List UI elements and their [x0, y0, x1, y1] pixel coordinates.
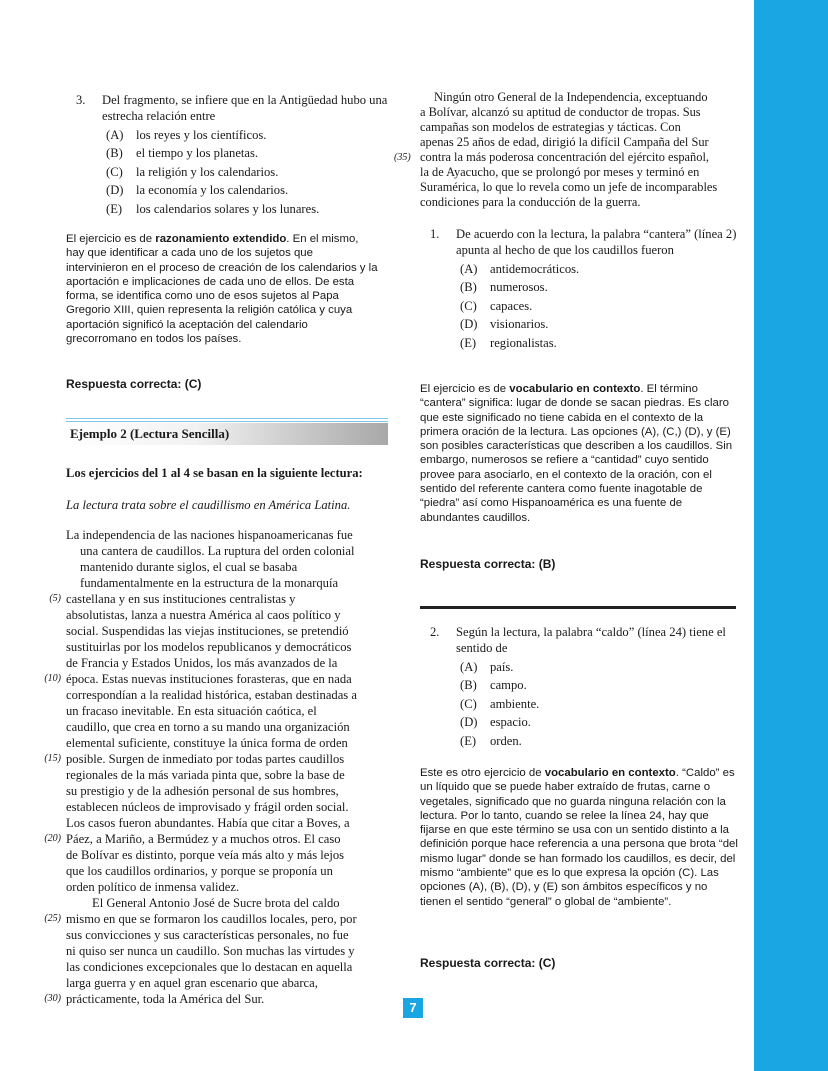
option-text: los reyes y los científicos. [136, 128, 267, 142]
question-stem: Del fragmento, se infiere que en la Antigüedad hubo una estrecha relación entre [102, 93, 388, 123]
option-item [460, 315, 738, 333]
passage-line [66, 895, 388, 911]
passage-line [66, 575, 388, 591]
passage-line [66, 543, 388, 559]
option-text: visionarios. [490, 317, 549, 332]
line-number: (10) [44, 673, 61, 684]
line-text: fundamentalmente en la estructura de la monarquía [80, 576, 339, 590]
line-text: de Francia y Estados Unidos, los más avanzados de la [66, 656, 338, 670]
explanation-text: Este es otro ejercicio de [420, 767, 545, 779]
line-text: mantenido durante siglos, el cual se basaba [80, 560, 298, 574]
option-text: antidemocráticos. [490, 262, 580, 276]
explanation-q2 [420, 766, 738, 909]
passage-line [66, 879, 388, 895]
option-letter: (B) [460, 280, 477, 295]
explanation-text: El ejercicio es de [66, 233, 156, 245]
line-text: posible. Surgen de inmediato por todas partes caudillos [66, 752, 345, 766]
option-item [106, 144, 388, 162]
passage-line [66, 527, 388, 543]
passage-line [66, 927, 388, 943]
answer-q3: Respuesta correcta: (C) [66, 377, 202, 391]
options-list [460, 658, 738, 750]
line-text: que los caudillos ordinarios, y porque se proponía un [66, 864, 333, 878]
question-3 [66, 92, 388, 218]
line-text: regionales de la más variada pinta que, sobre la base de [66, 768, 345, 782]
option-item [460, 278, 738, 296]
passage-line [66, 863, 388, 879]
line-text: contra la más poderosa concentración del ejército español, [420, 150, 709, 164]
option-text: país. [490, 660, 514, 674]
example-header: Ejemplo 2 (Lectura Sencilla) [66, 423, 388, 445]
option-letter: (A) [460, 660, 478, 674]
line-text: La independencia de las naciones hispanoamericanas fue [66, 528, 353, 542]
line-text: sus convicciones y sus características personales, no fue [66, 928, 349, 942]
option-item [106, 163, 388, 181]
explanation-keyword: vocabulario en contexto [509, 383, 641, 395]
passage-line [420, 195, 738, 210]
option-letter: (E) [460, 733, 477, 748]
explanation-text: . En el mismo, hay que identificar a cada uno de los sujetos que intervinieron en el proceso de creación de los calendarios y la aportación e implicaciones de cada uno de ellos. De esta forma, se identifica como uno de esos sujetos al Papa Gregorio XIII, quien representa la religión católica y cuya aportación significó la aceptación del calendario grecorromano en todos los países. [66, 233, 378, 346]
option-item [460, 658, 738, 676]
line-text: elemental suficiente, constituye la única forma de orden [66, 736, 348, 750]
option-letter: (A) [106, 128, 124, 142]
option-letter: (D) [460, 317, 478, 332]
line-text: condiciones para la conducción de la guerra. [420, 195, 641, 209]
explanation-keyword: vocabulario en contexto [544, 767, 676, 779]
passage-line [66, 783, 388, 799]
passage-line [66, 815, 388, 831]
question-2 [420, 624, 738, 750]
question-number: 3. [76, 93, 86, 107]
option-text: la religión y los calendarios. [136, 164, 279, 179]
option-text: ambiente. [490, 696, 540, 711]
line-number: (5) [49, 593, 61, 604]
line-text: social. Suspendidas las viejas instituciones, se pretendió [66, 624, 349, 638]
passage-line [66, 703, 388, 719]
line-text: castellana y en sus instituciones centralistas y [66, 592, 296, 606]
passage-line [44, 671, 388, 687]
line-number: (20) [44, 833, 61, 844]
option-item [460, 676, 738, 694]
passage-line [420, 120, 738, 135]
passage-line [420, 180, 738, 195]
option-letter: (D) [106, 183, 124, 198]
answer-q1: Respuesta correcta: (B) [420, 557, 556, 571]
passage-line [66, 623, 388, 639]
option-item [106, 200, 388, 218]
reading-passage-continued [394, 90, 738, 210]
reading-instruction: Los ejercicios del 1 al 4 se basan en la siguiente lectura: [66, 466, 363, 480]
question-stem: Según la lectura, la palabra “caldo” (línea 24) tiene el sentido de [456, 625, 726, 655]
line-text: establecen núcleos de improvisado y frágil orden social. [66, 800, 349, 814]
option-item [106, 181, 388, 199]
passage-line [44, 911, 388, 927]
option-item [460, 732, 738, 750]
option-text: los calendarios solares y los lunares. [136, 201, 320, 216]
passage-line [66, 719, 388, 735]
option-letter: (B) [460, 678, 477, 693]
line-text: sustituirlas por los modelos republicanos y democráticos [66, 640, 352, 654]
option-item [460, 713, 738, 731]
explanation-q3 [66, 232, 378, 346]
line-text: a Bolívar, alcanzó su aptitud de conductor de tropas. Sus [420, 105, 701, 119]
passage-line [66, 655, 388, 671]
option-text: el tiempo y los planetas. [136, 146, 259, 161]
line-text: apenas 25 años de edad, dirigió la difícil Campaña del Sur [420, 135, 709, 149]
option-text: regionalistas. [490, 335, 557, 350]
line-text: El General Antonio José de Sucre brota del caldo [92, 896, 340, 910]
option-item [460, 334, 738, 352]
divider [66, 418, 388, 419]
line-text: su prestigio y de la adhesión personal de sus hombres, [66, 784, 339, 798]
explanation-text: El ejercicio es de [420, 383, 510, 395]
option-text: espacio. [490, 715, 531, 730]
explanation-q1 [420, 382, 738, 525]
line-number: (15) [44, 753, 61, 764]
page-number: 7 [403, 998, 423, 1018]
reading-intro: La lectura trata sobre el caudillismo en América Latina. [66, 498, 351, 512]
passage-line [420, 90, 738, 105]
line-text: orden político de inmensa validez. [66, 880, 240, 894]
line-text: mismo en que se formaron los caudillos locales, pero, por [66, 912, 357, 926]
option-text: numerosos. [490, 280, 548, 295]
option-text: capaces. [490, 298, 533, 313]
line-text: época. Estas nuevas instituciones forasteras, que en nada [66, 672, 352, 686]
answer-q2: Respuesta correcta: (C) [420, 956, 556, 970]
line-text: campañas son modelos de estrategias y tácticas. Con [420, 120, 681, 134]
option-item [106, 126, 388, 144]
line-text: Suramérica, lo que lo revela como un jefe de incomparables [420, 180, 718, 194]
passage-line [66, 767, 388, 783]
option-letter: (E) [460, 335, 477, 350]
line-text: de Bolívar es distinto, porque veía más alto y más lejos [66, 848, 345, 862]
option-text: la economía y los calendarios. [136, 183, 289, 198]
passage-line [66, 559, 388, 575]
line-number: (35) [394, 152, 411, 163]
option-text: orden. [490, 733, 522, 748]
question-stem: De acuerdo con la lectura, la palabra “cantera” (línea 2) apunta al hecho de que los caudillos fueron [456, 227, 737, 257]
option-letter: (A) [460, 262, 478, 276]
explanation-keyword: razonamiento extendido [155, 233, 287, 245]
line-text: una cantera de caudillos. La ruptura del orden colonial [80, 544, 355, 558]
passage-line [44, 831, 388, 847]
passage-line [66, 735, 388, 751]
option-letter: (E) [106, 201, 123, 216]
passage-line [394, 150, 738, 165]
passage-line [66, 639, 388, 655]
option-letter: (C) [106, 164, 123, 179]
line-number: (25) [44, 913, 61, 924]
passage-line [44, 991, 388, 1007]
line-text: larga guerra y en aquel gran escenario que abarca, [66, 976, 318, 990]
passage-line [44, 751, 388, 767]
passage-line [420, 105, 738, 120]
line-text: Páez, a Mariño, a Bermúdez y a muchos otros. El caso [66, 832, 341, 846]
section-divider [420, 606, 736, 609]
options-list [460, 260, 738, 352]
option-item [460, 695, 738, 713]
divider [66, 421, 388, 422]
line-text: absolutistas, lanza a nuestra América al caos político y [66, 608, 341, 622]
passage-line [66, 959, 388, 975]
passage-line [66, 607, 388, 623]
passage-line [420, 165, 738, 180]
passage-line [66, 943, 388, 959]
passage-line [49, 591, 388, 607]
option-letter: (C) [460, 696, 477, 711]
reading-passage [44, 527, 388, 1007]
question-number: 2. [430, 625, 440, 639]
option-letter: (C) [460, 298, 477, 313]
options-list [106, 126, 388, 218]
passage-line [66, 799, 388, 815]
explanation-text: . “Caldo” es un líquido que se puede haber extraído de frutas, carne o vegetales, significado que no guarda ninguna relación con la lectura. Por lo tanto, cuando se relee la línea 24, hay que fijarse en que este término se usa con un sentido distinto a la definición porque hace referencia a una persona que brota “del mismo lugar” donde se han formado los caudillos, es decir, del mismo “ambiente” que es lo que expresa la opción (C). Las opciones (A), (B), (D), y (E) son ámbitos específicos y no tienen el sentido “general” o global de “ambiente”. [420, 767, 738, 908]
page-edge-bar [754, 0, 828, 1071]
option-item [460, 260, 738, 278]
line-text: Los casos fueron abundantes. Había que citar a Boves, a [66, 816, 350, 830]
passage-line [420, 135, 738, 150]
line-text: ni quiso ser nunca un caudillo. Son muchas las virtudes y [66, 944, 355, 958]
passage-line [66, 847, 388, 863]
line-text: prácticamente, toda la América del Sur. [66, 992, 265, 1006]
passage-line [66, 687, 388, 703]
option-text: campo. [490, 678, 527, 693]
line-text: caudillo, que crea en torno a su mando una organización [66, 720, 350, 734]
line-text: un fracaso inevitable. En esta situación caótica, el [66, 704, 317, 718]
line-text: Ningún otro General de la Independencia, exceptuando [434, 90, 708, 104]
line-text: la de Ayacucho, que se prolongó por meses y terminó en [420, 165, 700, 179]
explanation-text: . El término “cantera” significa: lugar de donde se sacan piedras. Es claro que este significado no tiene cabida en el contexto de la primera oración de la lectura. Las opciones (A), (C,) (D), y (E) son posibles características que describen a los caudillos. Sin embargo, numerosos se refiere a “cantidad” cuyo sentido provee para asociarlo, en el contexto de la oración, con el sentido del referente cantera como fuente inagotable de “piedra” así como Hispanoamérica es una fuente de abundantes caudillos. [420, 383, 733, 524]
line-number: (30) [44, 993, 61, 1004]
passage-line [66, 975, 388, 991]
option-letter: (B) [106, 146, 123, 161]
line-text: las condiciones excepcionales que lo destacan en aquella [66, 960, 353, 974]
question-number: 1. [430, 227, 440, 241]
question-1 [420, 226, 738, 352]
option-letter: (D) [460, 715, 478, 730]
option-item [460, 297, 738, 315]
line-text: correspondían a la realidad histórica, estaban destinadas a [66, 688, 357, 702]
